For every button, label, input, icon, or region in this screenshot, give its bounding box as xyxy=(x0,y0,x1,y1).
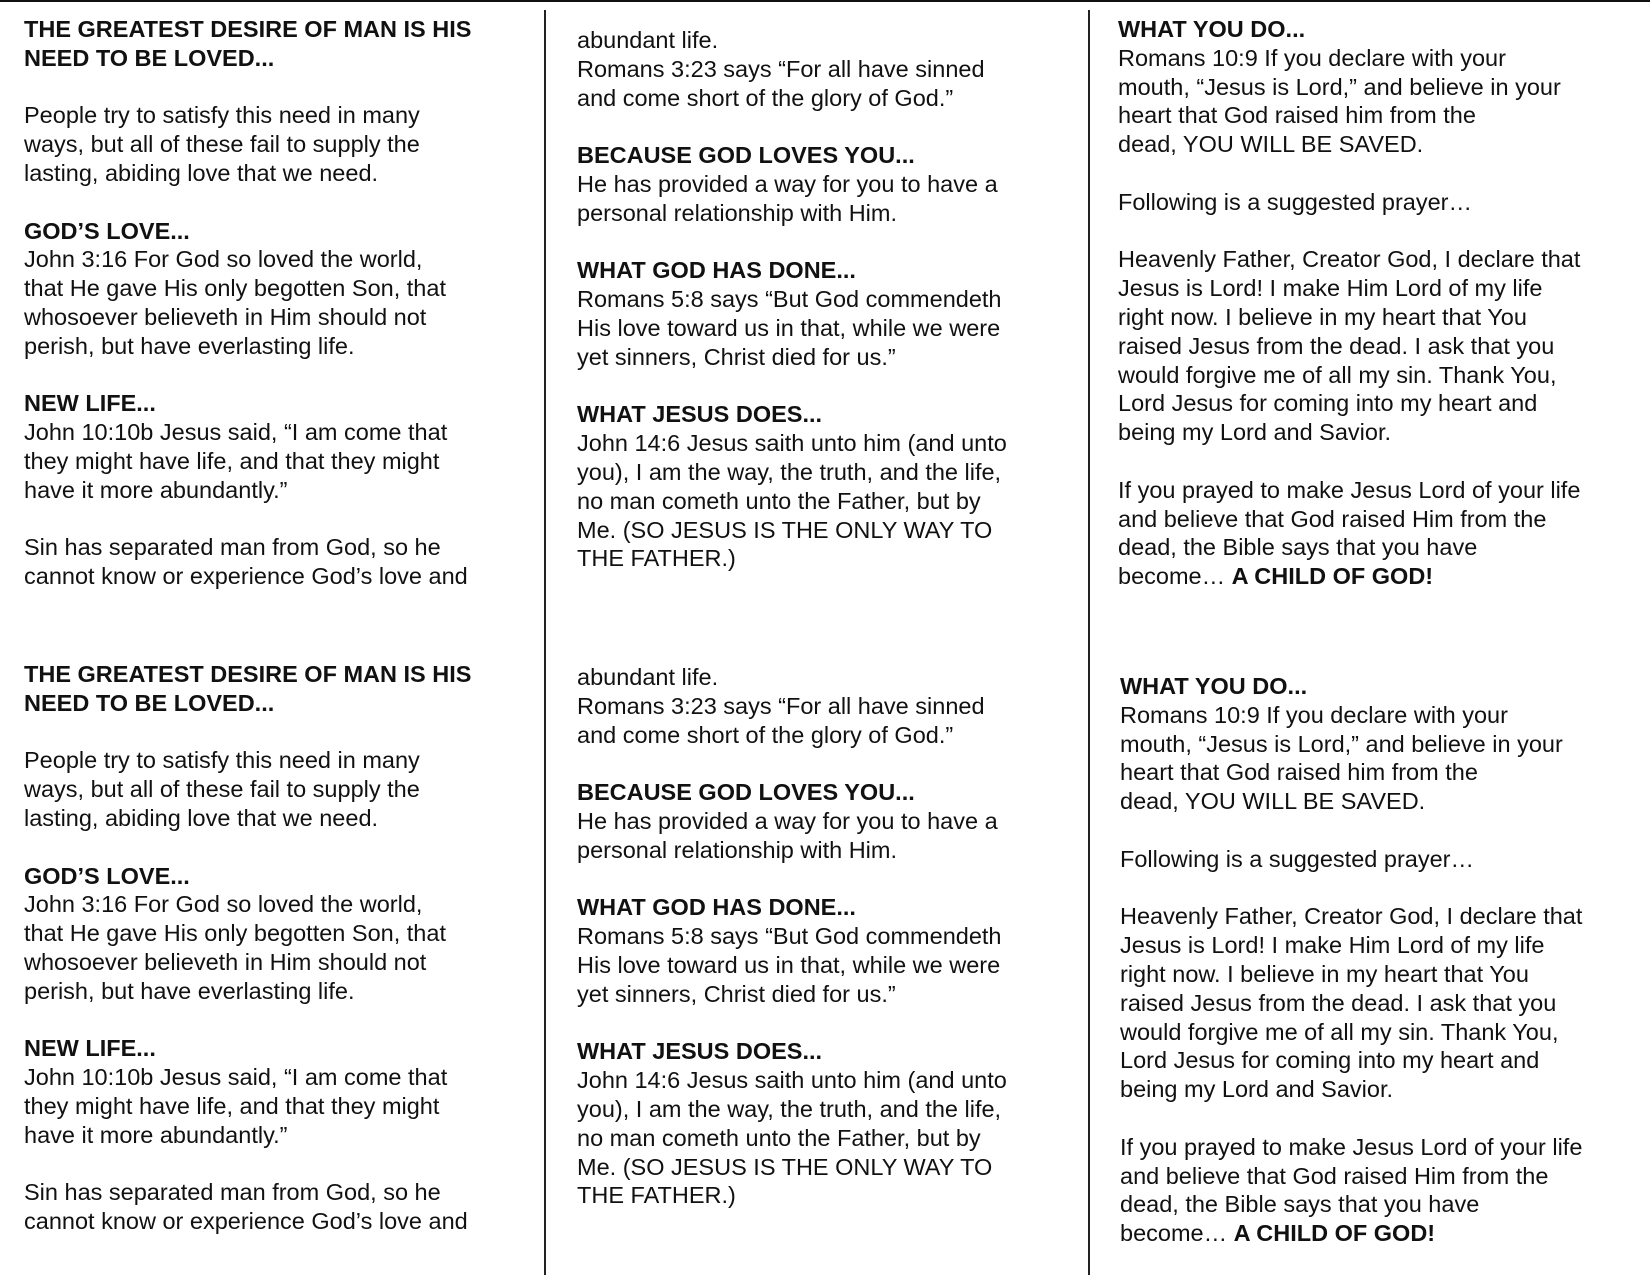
main-heading: THE GREATEST DESIRE OF MAN IS HIS NEED TO BE LOVED... xyxy=(24,661,472,716)
intro-paragraph: People try to satisfy this need in many ways, but all of these fail to supply the lasting, abiding love that we need. xyxy=(24,747,420,831)
gods-love-heading: GOD’S LOVE... xyxy=(24,862,190,889)
what-god-has-done-heading: WHAT GOD HAS DONE... xyxy=(577,257,856,284)
new-life-paragraph: John 10:10b Jesus said, “I am come that they might have life, and that they might have it more abundantly.” xyxy=(24,1064,448,1148)
column-divider-left xyxy=(544,10,546,1275)
main-heading: THE GREATEST DESIRE OF MAN IS HIS NEED TO BE LOVED... xyxy=(24,16,472,71)
romans-3-23-paragraph: abundant life. Romans 3:23 says “For all have sinned and come short of the glory of God.” xyxy=(577,27,985,111)
what-god-has-done-paragraph: Romans 5:8 says “But God commendeth His love toward us in that, while we were yet sinners, Christ died for us.” xyxy=(577,286,1002,370)
gods-love-paragraph: John 3:16 For God so loved the world, that He gave His only begotten Son, that whosoever believeth in Him should not perish, but have everlasting life. xyxy=(24,891,446,1004)
closing-paragraph: If you prayed to make Jesus Lord of your life and believe that God raised Him from the dead, the Bible says that you have become… A CHILD OF GOD! xyxy=(1120,1133,1583,1247)
because-god-loves-paragraph: He has provided a way for you to have a personal relationship with Him. xyxy=(577,170,998,226)
what-you-do-heading: WHAT YOU DO... xyxy=(1120,673,1308,699)
panel-1-column-3 xyxy=(1118,15,1580,620)
prayer-paragraph: Heavenly Father, Creator God, I declare that Jesus is Lord! I make Him Lord of my life right now. I believe in my heart that You raised Jesus from the dead. I ask that you would forgive me of all my sin. Thank You, Lord Jesus for coming into my heart and being my Lord and Savior. xyxy=(1120,903,1583,1103)
what-jesus-does-heading: WHAT JESUS DOES... xyxy=(577,1038,823,1065)
panel-2-column-3 xyxy=(1120,672,1582,1277)
what-you-do-paragraph: Romans 10:9 If you declare with your mouth, “Jesus is Lord,” and believe in your heart that God raised him from the dead, YOU WILL BE SAVED. xyxy=(1118,44,1561,158)
new-life-heading: NEW LIFE... xyxy=(24,390,156,417)
child-of-god-text: A CHILD OF GOD! xyxy=(1233,1220,1436,1247)
what-jesus-does-paragraph: John 14:6 Jesus saith unto him (and unto you), I am the way, the truth, and the life, no man cometh unto the Father, but by Me. (SO JESUS IS THE ONLY WAY TO THE FATHER.) xyxy=(577,1067,1007,1209)
panel-1-column-2 xyxy=(577,26,1007,602)
child-of-god-text: A CHILD OF GOD! xyxy=(1231,563,1434,590)
what-jesus-does-paragraph: John 14:6 Jesus saith unto him (and unto you), I am the way, the truth, and the life, no man cometh unto the Father, but by Me. (SO JESUS IS THE ONLY WAY TO THE FATHER.) xyxy=(577,430,1007,572)
panel-2-column-2 xyxy=(577,663,1007,1239)
sin-paragraph: Sin has separated man from God, so he cannot know or experience God’s love and xyxy=(24,534,468,590)
prayer-paragraph: Heavenly Father, Creator God, I declare that Jesus is Lord! I make Him Lord of my life right now. I believe in my heart that You raised Jesus from the dead. I ask that you would forgive me of all my sin. Thank You, Lord Jesus for coming into my heart and being my Lord and Savior. xyxy=(1118,246,1581,446)
what-god-has-done-heading: WHAT GOD HAS DONE... xyxy=(577,894,856,921)
closing-paragraph: If you prayed to make Jesus Lord of your life and believe that God raised Him from the dead, the Bible says that you have become… A CHILD OF GOD! xyxy=(1118,476,1581,590)
romans-3-23-paragraph: abundant life. Romans 3:23 says “For all have sinned and come short of the glory of God.” xyxy=(577,664,985,748)
what-you-do-heading: WHAT YOU DO... xyxy=(1118,16,1306,42)
intro-paragraph: People try to satisfy this need in many ways, but all of these fail to supply the lasting, abiding love that we need. xyxy=(24,102,420,186)
because-god-loves-paragraph: He has provided a way for you to have a personal relationship with Him. xyxy=(577,807,998,863)
panel-2-column-1 xyxy=(24,660,471,1265)
suggested-prayer-line: Following is a suggested prayer… xyxy=(1120,845,1474,872)
panel-1-column-1 xyxy=(24,15,471,620)
column-divider-right xyxy=(1088,10,1090,1275)
because-god-loves-heading: BECAUSE GOD LOVES YOU... xyxy=(577,142,915,169)
sin-paragraph: Sin has separated man from God, so he cannot know or experience God’s love and xyxy=(24,1179,468,1235)
gods-love-heading: GOD’S LOVE... xyxy=(24,217,190,244)
new-life-paragraph: John 10:10b Jesus said, “I am come that they might have life, and that they might have it more abundantly.” xyxy=(24,419,448,503)
new-life-heading: NEW LIFE... xyxy=(24,1035,156,1062)
what-you-do-paragraph: Romans 10:9 If you declare with your mouth, “Jesus is Lord,” and believe in your heart that God raised him from the dead, YOU WILL BE SAVED. xyxy=(1120,701,1563,815)
what-god-has-done-paragraph: Romans 5:8 says “But God commendeth His love toward us in that, while we were yet sinners, Christ died for us.” xyxy=(577,923,1002,1007)
suggested-prayer-line: Following is a suggested prayer… xyxy=(1118,188,1472,215)
gods-love-paragraph: John 3:16 For God so loved the world, that He gave His only begotten Son, that whosoever believeth in Him should not perish, but have everlasting life. xyxy=(24,246,446,359)
because-god-loves-heading: BECAUSE GOD LOVES YOU... xyxy=(577,779,915,806)
top-border xyxy=(0,0,1650,2)
what-jesus-does-heading: WHAT JESUS DOES... xyxy=(577,401,823,428)
